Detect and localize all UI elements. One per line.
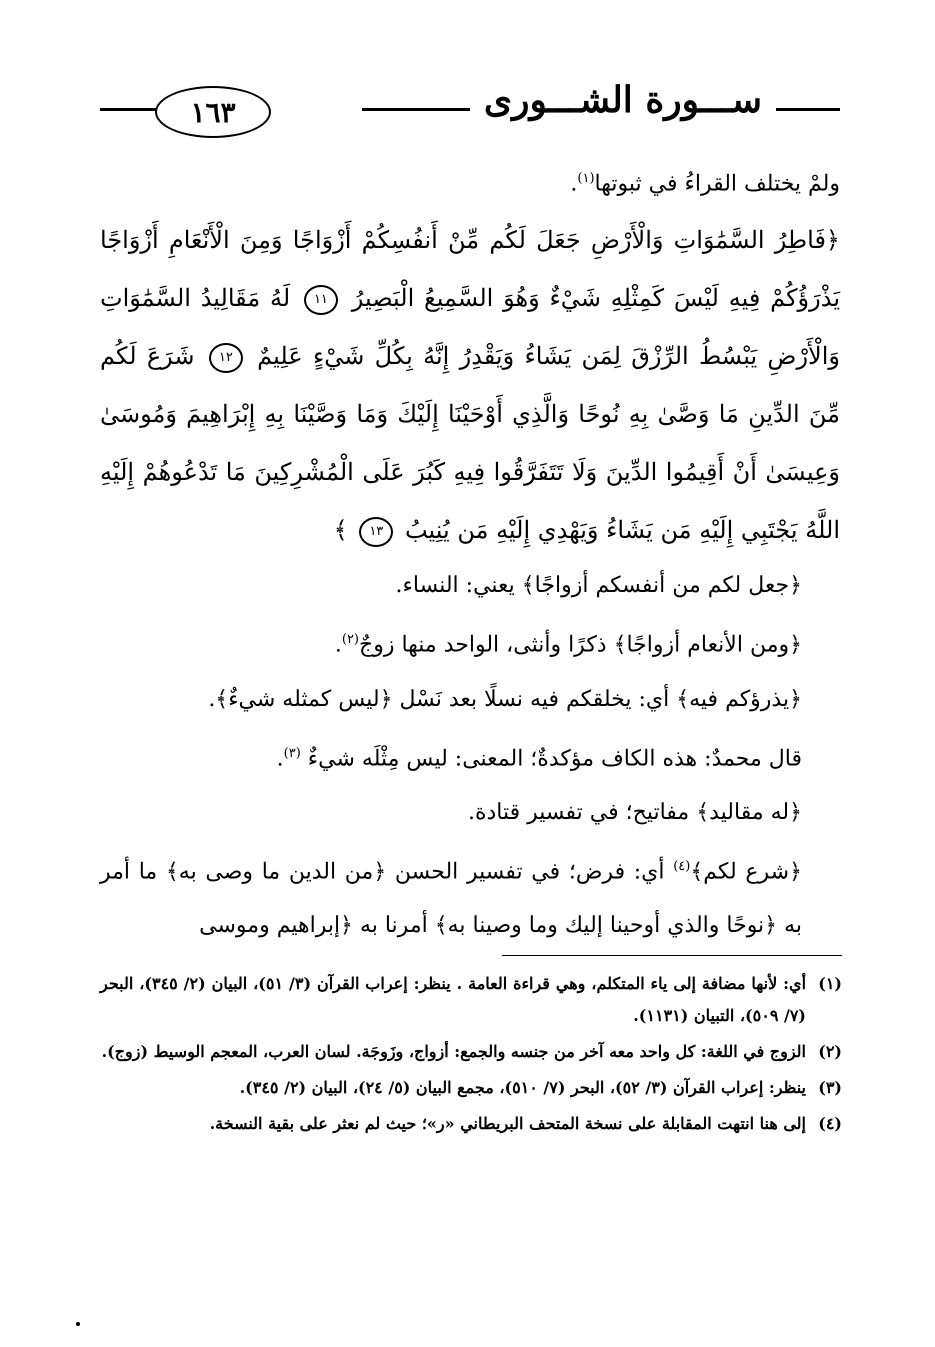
ayah-number-11: ١١ [304, 285, 338, 315]
commentary-line-4-text: قال محمدٌ: هذه الكاف مؤكدةٌ؛ المعنى: ليس مِثْلَه شيءٌ [307, 745, 802, 771]
commentary-line-6-text: أي: فرض؛ في تفسير الحسن ﴿من الدين ما وصى به﴾ ما أمر به ﴿نوحًا والذي أوحينا إليك وما وصينا به﴾ أمرنا به ﴿إبراهيم وموسى [100, 859, 802, 939]
scan-speck [76, 1322, 80, 1326]
footnote-ref-2: (٢) [341, 632, 359, 648]
commentary-line-6 [100, 840, 840, 953]
page-number: ١٦٣ [155, 86, 271, 138]
footnote-item [100, 968, 842, 1032]
intro-text: ولمْ يختلف القراءُ في ثبوتها [594, 171, 840, 197]
footnote-text: أي: لأنها مضافة إلى ياء المتكلم، وهي قراءة العامة . ينظر: إعراب القرآن (٣/ ٥١)، البيان (٢/ ٣٤٥)، البحر (٧/ ٥٠٩)، التبيان (١١٣١). [100, 974, 807, 1025]
main-text [100, 152, 840, 953]
ayah-number-13: ١٣ [359, 517, 393, 547]
commentary-line-3: ﴿يذرؤكم فيه﴾ أي: يخلقكم فيه نسلًا بعد نَسْل ﴿ليس كمثله شيءٌ﴾. [208, 686, 802, 712]
footnote-text: ينظر: إعراب القرآن (٣/ ٥٢)، البحر (٧/ ٥١٠)، مجمع البيان (٥/ ٢٤)، البيان (٢/ ٣٤٥). [239, 1078, 806, 1097]
footnote-ref-4: (٤) [673, 858, 691, 874]
ayah-number-12: ١٢ [209, 343, 243, 373]
intro-line: ولمْ يختلف القراءُ في ثبوتها$^{(١)}$. [570, 171, 840, 197]
footnote-text: الزوج في اللغة: كل واحد معه آخر من جنسه والجمع: أزواج، وزَوجَة. لسان العرب، المعجم الوسيط (زوج). [101, 1042, 806, 1061]
header-rule-left [100, 108, 158, 111]
quran-passage [100, 211, 840, 559]
footnote-number: (٣) [818, 1078, 842, 1097]
commentary-line-5: ﴿له مقاليد﴾ مفاتيح؛ في تفسير قتادة. [467, 799, 802, 825]
page-header [100, 72, 840, 142]
footnote-number: (٤) [818, 1114, 842, 1133]
footnote-item [100, 1072, 842, 1104]
commentary-line-4: قال محمدٌ: هذه الكاف مؤكدةٌ؛ المعنى: ليس مِثْلَه شيءٌ $^{(٣)}$. [276, 745, 802, 771]
footnotes [100, 968, 842, 1144]
quran-verse-12: لَهُ مَقَالِيدُ السَّمَٰوَاتِ وَالْأَرْضِ يَبْسُطُ الرِّزْقَ لِمَن يَشَاءُ وَيَقْدِرُ إِنَّهُ بِكُلِّ شَيْءٍ عَلِيمٌ [100, 284, 840, 371]
footnote-item [100, 1108, 842, 1140]
footnote-item [100, 1036, 842, 1068]
footnote-ref-1: (١) [577, 171, 595, 186]
commentary-line-1: ﴿جعل لكم من أنفسكم أزواجًا﴾ يعني: النساء. [395, 573, 802, 599]
footnote-number: (١) [818, 974, 842, 993]
commentary-line-2: ﴿ومن الأنعام أزواجًا﴾ ذكرًا وأنثى، الواحد منها زوجٌ$^{(٢)}$. [334, 632, 802, 658]
footnote-number: (٢) [818, 1042, 842, 1061]
sura-title: ســـورة الشـــورى [470, 72, 776, 128]
commentary-line-2-text: ﴿ومن الأنعام أزواجًا﴾ ذكرًا وأنثى، الواحد منها زوجٌ [359, 632, 802, 658]
footnote-text: إلى هنا انتهت المقابلة على نسخة المتحف البريطاني «ر»؛ حيث لم نعثر على بقية النسخة. [209, 1114, 806, 1133]
footnote-ref-3: (٣) [283, 745, 301, 761]
footnote-separator [502, 955, 842, 956]
quran-verse-13: شَرَعَ لَكُم مِّنَ الدِّينِ مَا وَصَّىٰ بِهِ نُوحًا وَالَّذِي أَوْحَيْنَا إِلَيْكَ وَمَا وَصَّيْنَا بِهِ إِبْرَاهِيمَ وَمُوسَىٰ وَعِيسَىٰ أَنْ أَقِيمُوا الدِّينَ وَلَا تَتَفَرَّقُوا فِيهِ كَبُرَ عَلَى الْمُشْرِكِينَ مَا تَدْعُوهُمْ إِلَيْهِ اللَّهُ يَجْتَبِي إِلَيْهِ مَن يَشَاءُ وَيَهْدِي إِلَيْهِ مَن يُنِيبُ [100, 342, 840, 545]
commentary-line-6-head: ﴿شرع لكم﴾ [690, 859, 803, 885]
quran-verse-11: ﴿فَاطِرُ السَّمَٰوَاتِ وَالْأَرْضِ جَعَلَ لَكُم مِّنْ أَنفُسِكُمْ أَزْوَاجًا وَمِنَ الْأَنْعَامِ أَزْوَاجًا يَذْرَؤُكُمْ فِيهِ لَيْسَ كَمِثْلِهِ شَيْءٌ وَهُوَ السَّمِيعُ الْبَصِيرُ [100, 226, 840, 313]
quran-close-bracket: ﴾ [333, 516, 348, 545]
